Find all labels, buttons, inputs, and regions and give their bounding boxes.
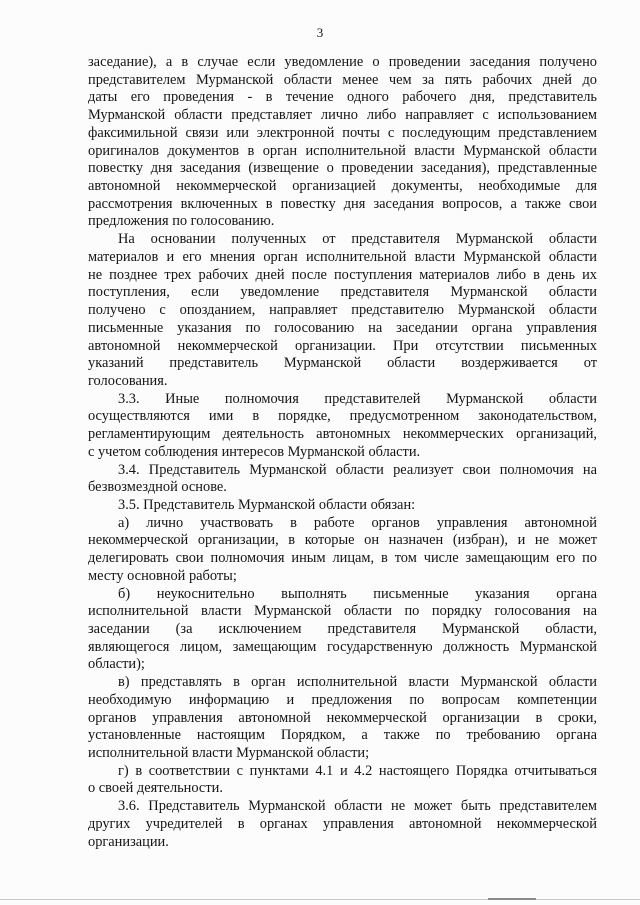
- text-line: поступления, если уведомление представителя Мурманской области: [88, 284, 597, 301]
- text-line: являющегося лицом, замещающим государственную должность Мурманской: [88, 638, 597, 655]
- text-line: факсимильной связи или электронной почты с последующим представлением: [88, 124, 597, 141]
- text-line: а) лично участвовать в работе органов управления автономной: [118, 514, 597, 531]
- subclause-a: [88, 515, 597, 586]
- text-line: других учредителей в органах управления автономной некоммерческой: [88, 815, 597, 832]
- text-line: оригиналов документов в орган исполнительной власти Мурманской области: [88, 142, 597, 159]
- text-line: письменные указания по голосованию на заседании органа управления: [88, 319, 597, 336]
- text-line: 3.6. Представитель Мурманской области не может быть представителем: [118, 798, 597, 815]
- text-line: указаний представитель Мурманской области воздерживается от: [88, 355, 597, 372]
- text-line: исполнительной власти Мурманской области по порядку голосования на: [88, 603, 597, 620]
- paragraph-continuation: [88, 54, 597, 231]
- text-line: 3.4. Представитель Мурманской области реализует свои полномочия на: [118, 461, 597, 478]
- text-line: 3.5. Представитель Мурманской области обязан:: [118, 496, 416, 513]
- text-line: даты его проведения - в течение одного рабочего дня, представитель: [88, 89, 597, 106]
- text-line: заседании (за исключением представителя Мурманской области,: [88, 621, 597, 637]
- subclause-b: [88, 586, 597, 675]
- text-line: с учетом соблюдения интересов Мурманской области.: [88, 443, 421, 460]
- text-line: автономной некоммерческой организации. При отсутствии письменных: [88, 337, 597, 354]
- text-line: Мурманской области представляет лично либо направляет с использованием: [88, 107, 597, 124]
- text-line: регламентирующим деятельность автономных некоммерческих организаций,: [88, 426, 597, 443]
- subclause-v: [88, 674, 597, 763]
- page-number: 3: [316, 25, 324, 40]
- paragraph-voting-instructions: [88, 231, 597, 390]
- text-line: установленные настоящим Порядком, а также по требованию органа: [88, 727, 597, 744]
- text-line: исполнительной власти Мурманской области;: [88, 745, 370, 762]
- text-line: организации.: [88, 833, 169, 850]
- text-line: получено с опозданием, направляет представителю Мурманской области: [88, 302, 597, 319]
- text-line: делегировать свои полномочия иным лицам, в том числе замещающим его по: [88, 550, 597, 567]
- text-line: безвозмездной основе.: [88, 479, 227, 496]
- clause-3-4: [88, 462, 597, 497]
- text-line: г) в соответствии с пунктами 4.1 и 4.2 настоящего Порядка отчитываться: [118, 762, 597, 779]
- clause-3-6: [88, 798, 597, 851]
- clause-3-3: [88, 391, 597, 462]
- document-body: [88, 54, 597, 851]
- text-line: не позднее трех рабочих дней после поступления материалов либо в день их: [88, 266, 597, 283]
- text-line: осуществляются ими в порядке, предусмотренном законодательством,: [88, 408, 597, 425]
- text-line: автономной некоммерческой организацией документы, необходимые для: [88, 178, 597, 195]
- text-line: голосования.: [88, 372, 168, 389]
- text-line: 3.3. Иные полномочия представителей Мурманской области: [118, 390, 597, 407]
- text-line: На основании полученных от представителя Мурманской области: [118, 231, 597, 248]
- text-line: в) представлять в орган исполнительной власти Мурманской области: [118, 674, 597, 691]
- text-line: месту основной работы;: [88, 567, 237, 584]
- text-line: б) неукоснительно выполнять письменные указания органа: [118, 585, 597, 602]
- subclause-g: [88, 763, 597, 798]
- text-line: необходимую информацию и предложения по вопросам компетенции: [88, 691, 597, 708]
- text-line: области);: [88, 656, 145, 673]
- text-line: о своей деятельности.: [88, 780, 223, 797]
- text-line: органов управления автономной некоммерческой организации в сроки,: [88, 709, 597, 726]
- scan-edge-mark: [488, 898, 536, 900]
- text-line: представителем Мурманской области менее чем за пять рабочих дней до: [88, 71, 597, 88]
- text-line: материалов и его мнения орган исполнительной власти Мурманской области: [88, 248, 597, 265]
- text-line: некоммерческой организации, в которые он назначен (избран), и не может: [88, 532, 597, 549]
- text-line: рассмотрения включенных в повестку дня заседания вопросов, а также свои: [88, 195, 597, 212]
- text-line: повестку дня заседания (извещение о проведении заседания), представленные: [88, 160, 597, 177]
- text-line: предложения по голосованию.: [88, 213, 275, 230]
- clause-3-5: [88, 497, 597, 515]
- scan-edge-line: [0, 899, 640, 900]
- text-line: заседание), а в случае если уведомление о проведении заседания получено: [88, 54, 597, 70]
